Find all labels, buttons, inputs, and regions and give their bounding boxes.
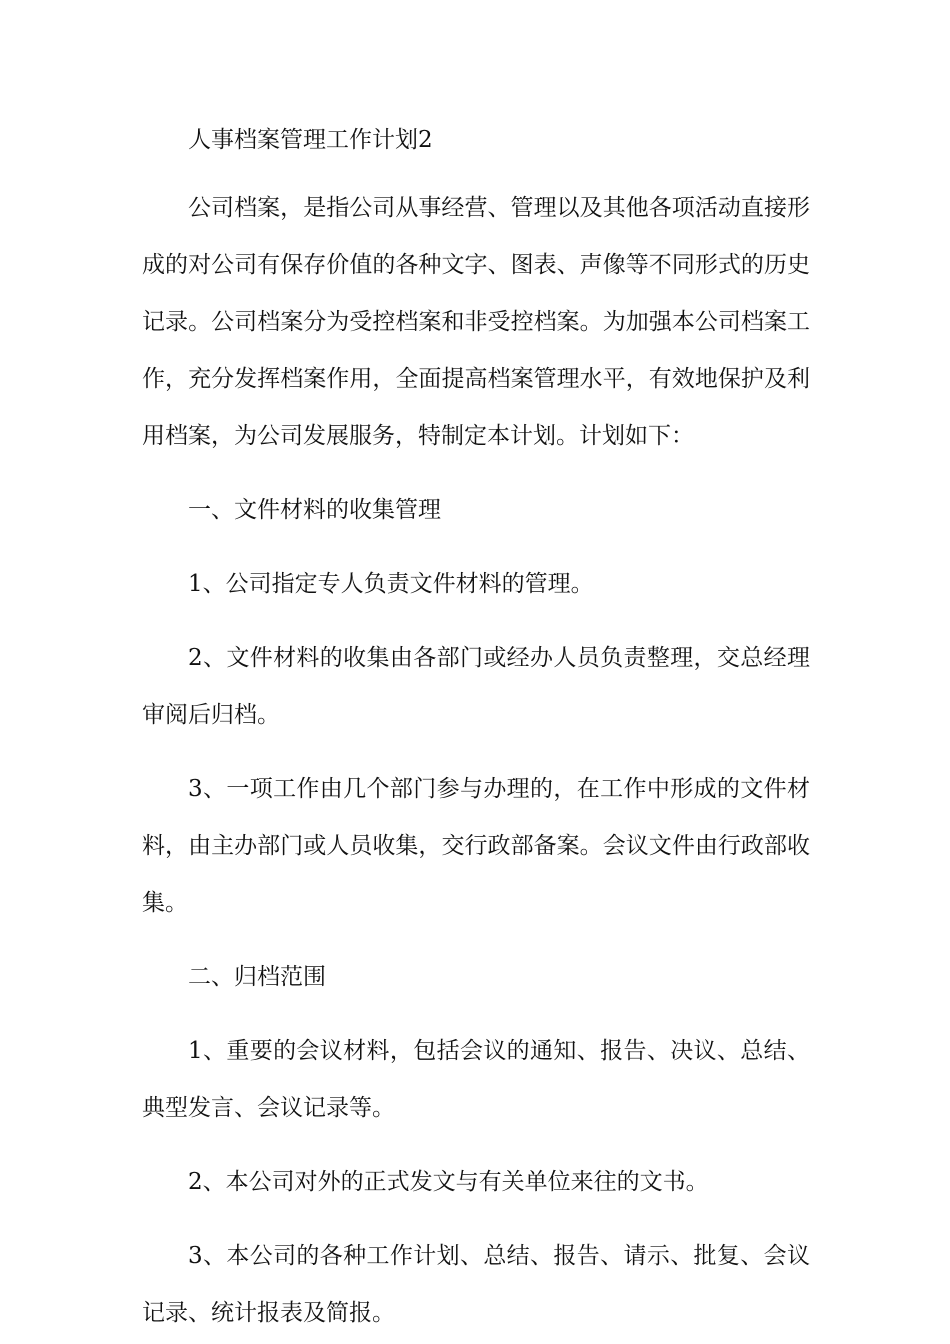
spacer xyxy=(142,1211,810,1228)
section-heading-collection: 一、文件材料的收集管理 xyxy=(188,497,441,523)
spacer xyxy=(142,163,810,180)
list-item: 1、重要的会议材料，包括会议的通知、报告、决议、总结、典型发言、会议记录等。 xyxy=(142,1038,810,1121)
list-item: 1、公司指定专人负责文件材料的管理。 xyxy=(188,571,594,597)
spacer xyxy=(142,1006,810,1023)
document-page xyxy=(142,118,810,1342)
spacer xyxy=(142,465,810,482)
spacer xyxy=(142,744,810,761)
list-item: 2、本公司对外的正式发文与有关单位来往的文书。 xyxy=(188,1169,709,1195)
intro-paragraph: 公司档案，是指公司从事经营、管理以及其他各项活动直接形成的对公司有保存价值的各种文字、图表、声像等不同形式的历史记录。公司档案分为受控档案和非受控档案。为加强本公司档案工作，充分发挥档案作用，全面提高档案管理水平，有效地保护及利用档案，为公司发展服务，特制定本计划。计划如下： xyxy=(142,195,810,449)
spacer xyxy=(142,1137,810,1154)
spacer xyxy=(142,539,810,556)
list-item: 2、文件材料的收集由各部门或经办人员负责整理，交总经理审阅后归档。 xyxy=(142,645,810,728)
spacer xyxy=(142,613,810,630)
list-item: 3、一项工作由几个部门参与办理的，在工作中形成的文件材料，由主办部门或人员收集，交行政部备案。会议文件由行政部收集。 xyxy=(142,776,810,916)
spacer xyxy=(142,932,810,949)
section-heading-scope: 二、归档范围 xyxy=(188,964,326,990)
document-title: 人事档案管理工作计划2 xyxy=(188,127,433,153)
list-item: 3、本公司的各种工作计划、总结、报告、请示、批复、会议记录、统计报表及简报。 xyxy=(142,1243,810,1326)
